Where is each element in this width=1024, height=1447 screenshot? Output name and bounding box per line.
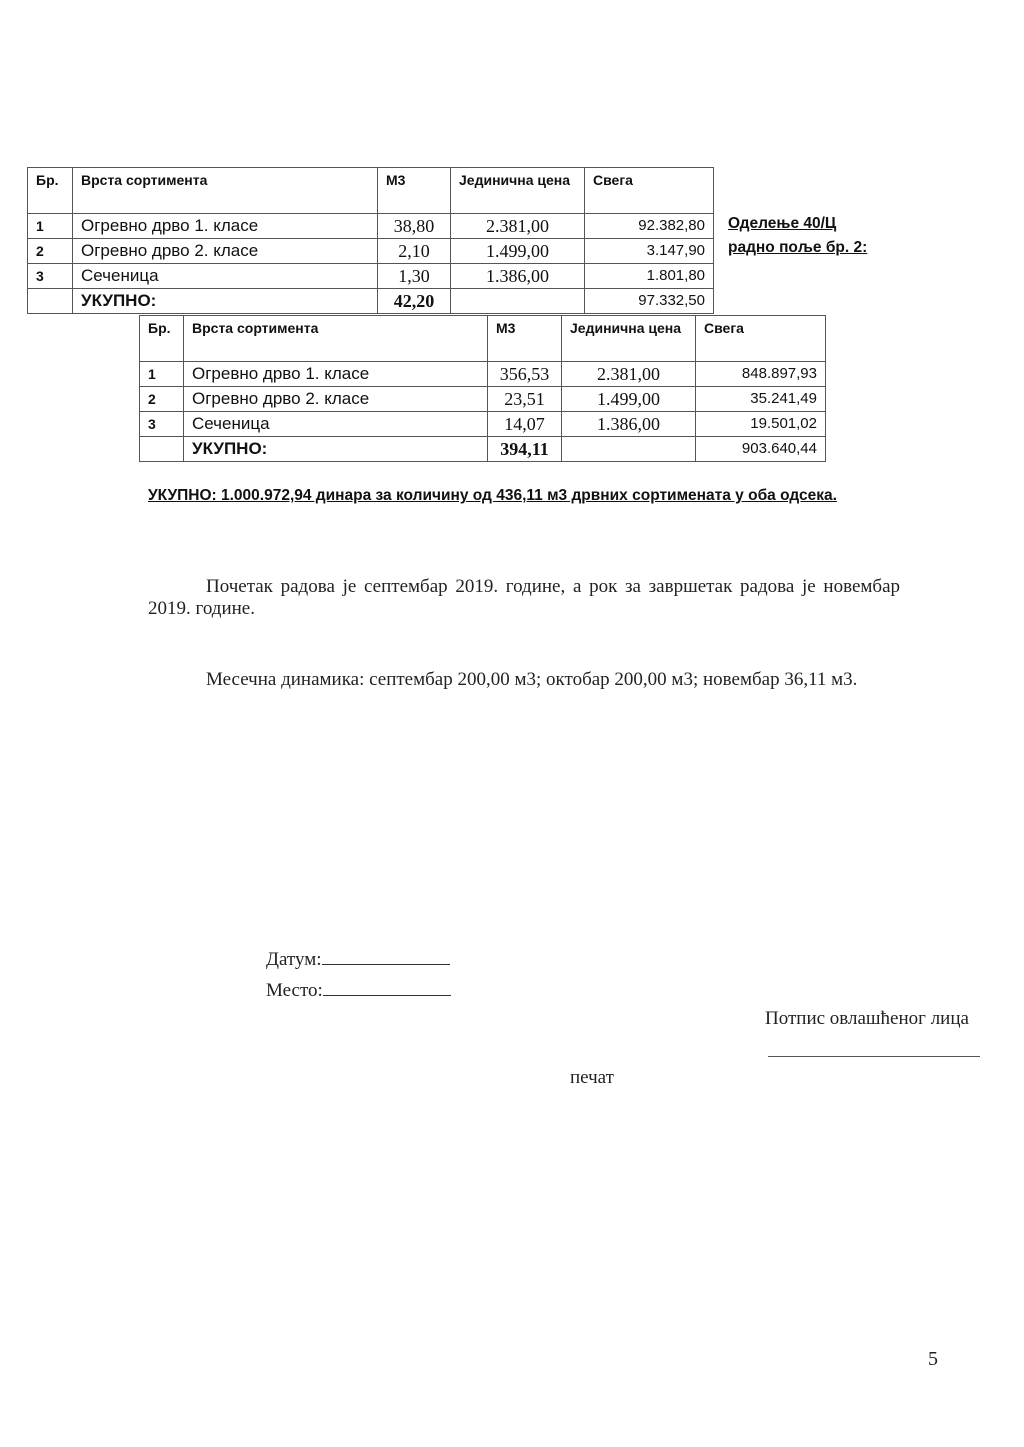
row-no: 2 [28, 239, 73, 264]
work-period-paragraph: Почетак радова је септембар 2019. године, а рок за завршетак радова је новембар 2019. године. [148, 576, 900, 619]
row-no: 2 [140, 387, 184, 412]
row-m3: 2,10 [378, 239, 451, 264]
total-m3: 394,11 [488, 437, 562, 462]
row-name: Сечeница [184, 412, 488, 437]
row-name: Огревно дрво 1. класе [184, 362, 488, 387]
date-label: Датум: [266, 949, 322, 970]
total-row [28, 289, 714, 314]
table-header-row [140, 316, 826, 362]
date-field [266, 946, 450, 971]
row-total: 1.801,80 [585, 264, 714, 289]
page-number: 5 [928, 1348, 938, 1370]
header-no: Бр. [28, 168, 73, 214]
header-assortment: Врста сортимента [184, 316, 488, 362]
header-m3: М3 [378, 168, 451, 214]
assortment-table-1 [27, 167, 714, 314]
row-name: Сечeница [73, 264, 378, 289]
table-row [28, 239, 714, 264]
total-unit-empty [451, 289, 585, 314]
row-m3: 38,80 [378, 214, 451, 239]
row-total: 848.897,93 [696, 362, 826, 387]
header-m3: М3 [488, 316, 562, 362]
signature-label: Потпис овлашћеног лица [765, 1008, 969, 1029]
table-row [140, 362, 826, 387]
section-note-line2: радно поље бр. 2: [728, 239, 868, 256]
header-assortment: Врста сортимента [73, 168, 378, 214]
row-unit-price: 2.381,00 [451, 214, 585, 239]
row-m3: 14,07 [488, 412, 562, 437]
total-sum: 903.640,44 [696, 437, 826, 462]
row-unit-price: 2.381,00 [562, 362, 696, 387]
assortment-table-2 [139, 315, 826, 462]
section-note-line1: Оделење 40/Ц [728, 215, 837, 232]
row-total: 92.382,80 [585, 214, 714, 239]
place-label: Место: [266, 980, 323, 1001]
row-no: 3 [140, 412, 184, 437]
monthly-dynamics-paragraph: Месечна динамика: септембар 200,00 м3; октобар 200,00 м3; новембар 36,11 м3. [206, 669, 858, 690]
row-total: 3.147,90 [585, 239, 714, 264]
date-blank-line [322, 946, 450, 965]
row-name: Огревно дрво 1. класе [73, 214, 378, 239]
table-row [140, 412, 826, 437]
row-no: 3 [28, 264, 73, 289]
header-total: Свега [696, 316, 826, 362]
row-name: Огревно дрво 2. класе [73, 239, 378, 264]
header-unit-price: Јединична цена [451, 168, 585, 214]
row-unit-price: 1.499,00 [562, 387, 696, 412]
total-m3: 42,20 [378, 289, 451, 314]
header-no: Бр. [140, 316, 184, 362]
total-row [140, 437, 826, 462]
row-unit-price: 1.386,00 [451, 264, 585, 289]
table-row [28, 264, 714, 289]
row-no: 1 [28, 214, 73, 239]
place-field [266, 977, 451, 1002]
stamp-label: печат [570, 1067, 614, 1088]
row-name: Огревно дрво 2. класе [184, 387, 488, 412]
table-header-row [28, 168, 714, 214]
total-sum: 97.332,50 [585, 289, 714, 314]
total-label: УКУПНО: [184, 437, 488, 462]
grand-total: УКУПНО: 1.000.972,94 динара за количину од 436,11 м3 дрвних сортимената у оба одсека. [148, 487, 837, 504]
row-total: 35.241,49 [696, 387, 826, 412]
total-unit-empty [562, 437, 696, 462]
place-blank-line [323, 977, 451, 996]
row-m3: 356,53 [488, 362, 562, 387]
header-total: Свега [585, 168, 714, 214]
row-m3: 1,30 [378, 264, 451, 289]
header-unit-price: Јединична цена [562, 316, 696, 362]
row-unit-price: 1.499,00 [451, 239, 585, 264]
row-m3: 23,51 [488, 387, 562, 412]
total-no-empty [140, 437, 184, 462]
signature-line [768, 1056, 980, 1057]
table-row [28, 214, 714, 239]
row-unit-price: 1.386,00 [562, 412, 696, 437]
row-total: 19.501,02 [696, 412, 826, 437]
table-row [140, 387, 826, 412]
total-no-empty [28, 289, 73, 314]
total-label: УКУПНО: [73, 289, 378, 314]
row-no: 1 [140, 362, 184, 387]
